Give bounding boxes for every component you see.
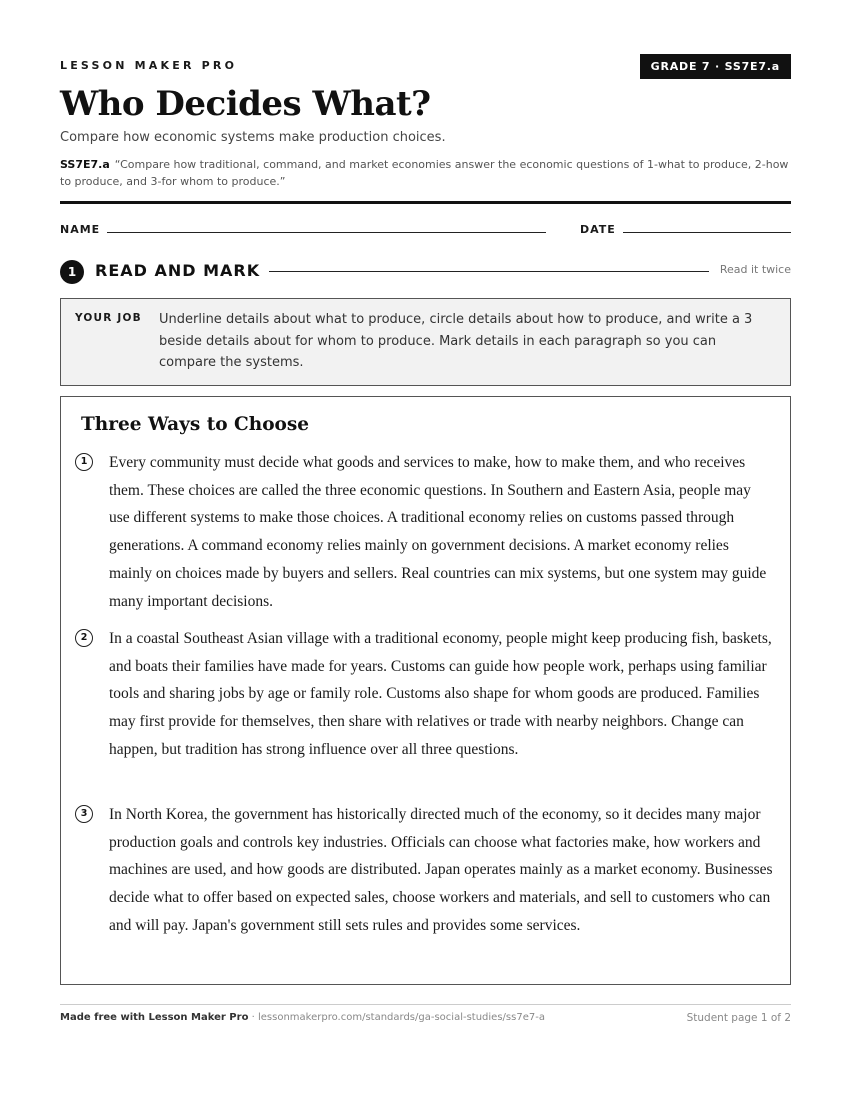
paragraph-text: In a coastal Southeast Asian village with a traditional economy, people might keep producing fish, baskets, and boats their families have made for years. Customs can guide how people work, perhaps using familiar tools and sharing jobs by age or family role. Customs also shape for whom goods are produced. Families may first provide for themselves, then share with relatives or trade with nearby neighbors. Change can happen, but tradition has strong influence over all three questions. bbox=[109, 630, 772, 758]
instructions-box bbox=[60, 298, 791, 386]
standard-text: “Compare how traditional, command, and market economies answer the economic questions of 1-what to produce, 2-how to produce, and 3-for whom to produce.” bbox=[60, 158, 789, 188]
brand-name: LESSON MAKER PRO bbox=[60, 59, 238, 72]
footer-url[interactable]: lessonmakerpro.com/standards/ga-social-studies/ss7e7-a bbox=[257, 1012, 545, 1023]
paragraph-text: In North Korea, the government has historically directed much of the economy, so it decides many major production goals and controls key industries. Officials can choose what factories make, how workers and machines are used, and how goods are distributed. Japan operates mainly as a market economy. Businesses decide what to offer based on expected sales, choose workers and materials, and sell to customers who can and will pay. Japan's government still sets rules and provides some services. bbox=[109, 806, 773, 934]
standard-code: SS7E7.a bbox=[60, 158, 110, 171]
worksheet-page bbox=[60, 0, 791, 1100]
paragraph-number: 1 bbox=[75, 453, 93, 471]
standard-description bbox=[60, 156, 791, 190]
footer-separator: · bbox=[248, 1012, 258, 1023]
footer-credit bbox=[60, 1012, 545, 1023]
instructions-text: Underline details about what to produce, circle details about how to produce, and write a 3 beside details about for whom to produce. Mark details in each paragraph so you can compare the systems. bbox=[159, 312, 753, 370]
footer-divider bbox=[60, 1004, 791, 1005]
date-label: DATE bbox=[580, 223, 616, 236]
paragraph-text: Every community must decide what goods and services to make, how to make them, and who receives them. These choices are called the three economic questions. In Southern and Eastern Asia, people may use different systems to make those choices. A traditional economy relies on customs passed through generations. A command economy relies mainly on government decisions. A market economy relies mainly on choices made by buyers and sellers. Real countries can mix systems, but one system may guide many important decisions. bbox=[109, 454, 767, 610]
reading-title: Three Ways to Choose bbox=[81, 414, 310, 435]
reading-passage bbox=[60, 396, 791, 985]
header-divider bbox=[60, 201, 791, 204]
name-field[interactable] bbox=[107, 232, 546, 233]
name-label: NAME bbox=[60, 223, 101, 236]
date-field[interactable] bbox=[623, 232, 791, 233]
section-title: READ AND MARK bbox=[95, 261, 261, 280]
page-subtitle: Compare how economic systems make production choices. bbox=[60, 130, 446, 145]
section-note: Read it twice bbox=[719, 263, 791, 276]
grade-badge: GRADE 7 · SS7E7.a bbox=[640, 54, 791, 79]
section-number-badge: 1 bbox=[60, 260, 84, 284]
footer-made-by: Made free with Lesson Maker Pro bbox=[60, 1012, 249, 1023]
instructions-label: YOUR JOB bbox=[75, 312, 142, 324]
section-divider bbox=[269, 271, 709, 272]
page-title: Who Decides What? bbox=[60, 84, 431, 124]
paragraph-number: 3 bbox=[75, 805, 93, 823]
page-number: Student page 1 of 2 bbox=[686, 1012, 791, 1024]
paragraph-number: 2 bbox=[75, 629, 93, 647]
